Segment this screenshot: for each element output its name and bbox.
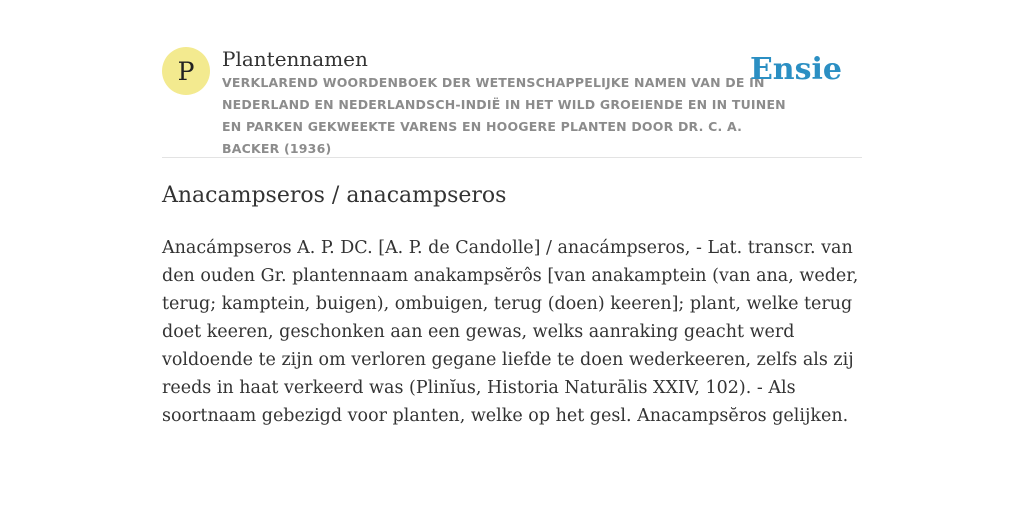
entry-title: Anacampseros / anacampseros	[162, 183, 507, 208]
source-description: VERKLAREND WOORDENBOEK DER WETENSCHAPPELIJKE NAMEN VAN DE IN NEDERLAND EN NEDERLANDSCH-INDIË IN HET WILD GROEIENDE EN IN TUINEN EN PARKEN GEKWEEKTE VARENS EN HOOGERE PLANTEN DOOR DR. C. A. BACKER (1936)	[222, 75, 786, 156]
ensie-logo-link[interactable]: Ensie	[749, 52, 842, 87]
entry-definition: Anacámpseros A. P. DC. [A. P. de Candolle] / anacámpseros, - Lat. transcr. van den ouden Gr. plantennaam anakampsĕrôs [van anakamptein (van ana, weder, terug; kamptein, buigen), ombuigen, terug (doen) keeren]; plant, welke terug doet keeren, geschonken aan een gewas, welks aanraking geacht werd voldoende te zijn om verloren gegane liefde te doen wederkeeren, zelfs als zij reeds in haat verkeerd was (Plinĭus, Historia Naturālis XXIV, 102). - Als soortnaam gebezigd voor planten, welke op het gesl. Anacampsĕros gelijken.	[162, 238, 859, 426]
source-avatar[interactable]	[162, 47, 210, 95]
avatar-letter: P	[177, 56, 195, 86]
source-header	[162, 44, 862, 158]
source-title-link[interactable]: Plantennamen	[222, 47, 368, 71]
